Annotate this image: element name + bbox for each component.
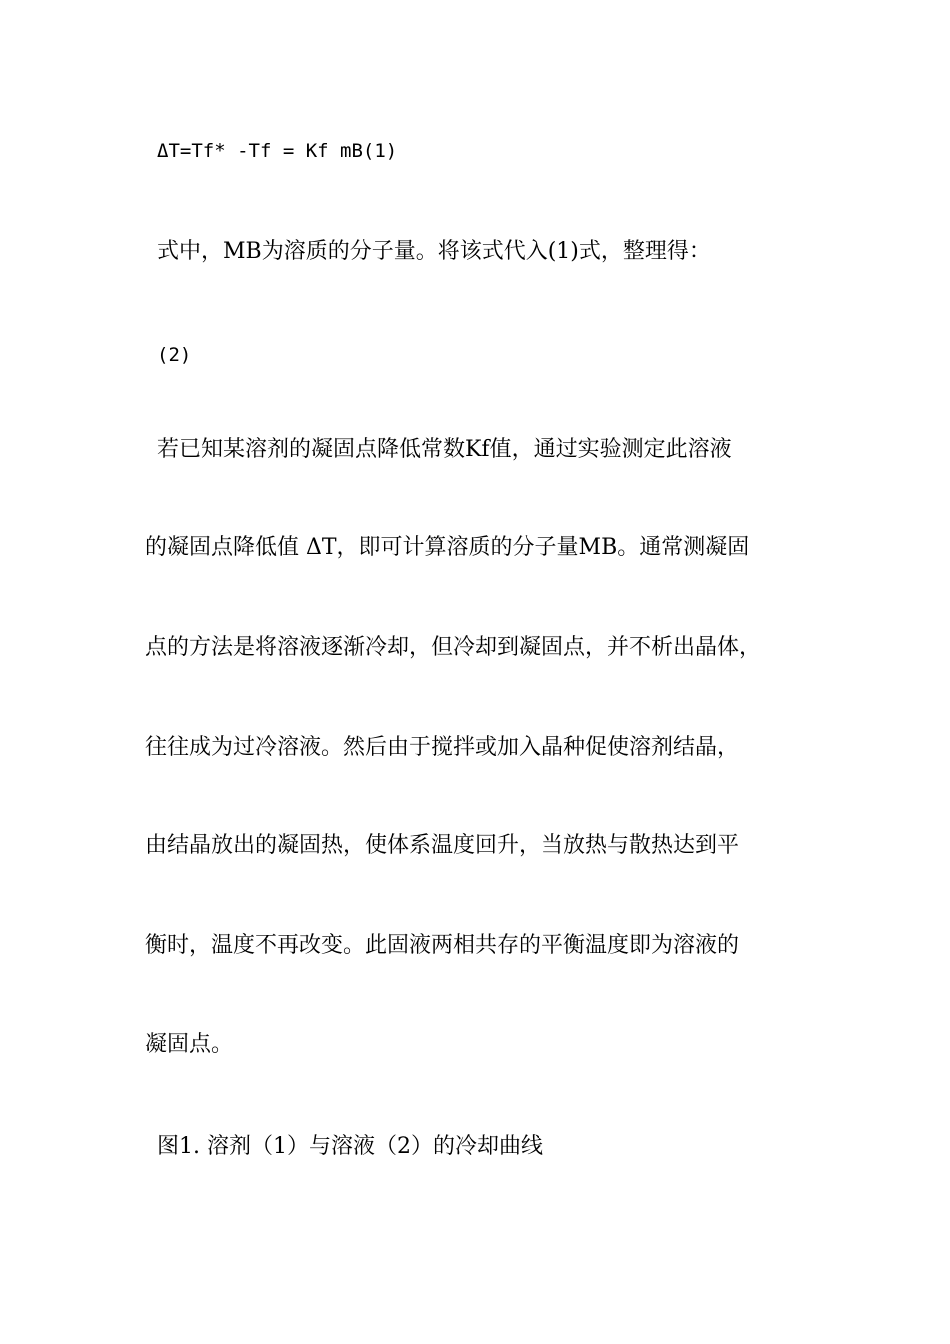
formula-2: (2) xyxy=(157,344,192,366)
paragraph-line: 往往成为过冷溶液。然后由于搅拌或加入晶种促使溶剂结晶， xyxy=(145,735,740,760)
paragraph-line: 点的方法是将溶液逐渐冷却，但冷却到凝固点，并不析出晶体， xyxy=(145,635,762,660)
paragraph-line: 凝固点。 xyxy=(145,1032,234,1057)
paragraph-line: 由结晶放出的凝固热，使体系温度回升，当放热与散热达到平 xyxy=(145,833,740,858)
paragraph-line: 衡时，温度不再改变。此固液两相共存的平衡温度即为溶液的 xyxy=(145,933,740,958)
paragraph-line: 的凝固点降低值 ΔT，即可计算溶质的分子量MB。通常测凝固 xyxy=(145,535,750,560)
formula-1: ΔT=Tf* -Tf = Kf mB(1) xyxy=(157,140,398,162)
paragraph-line: 若已知某溶剂的凝固点降低常数Kf值，通过实验测定此溶液 xyxy=(157,437,732,462)
formula-explanation: 式中，MB为溶质的分子量。将该式代入(1)式，整理得： xyxy=(157,239,711,264)
figure-caption: 图1. 溶剂（1）与溶液（2）的冷却曲线 xyxy=(157,1134,543,1159)
